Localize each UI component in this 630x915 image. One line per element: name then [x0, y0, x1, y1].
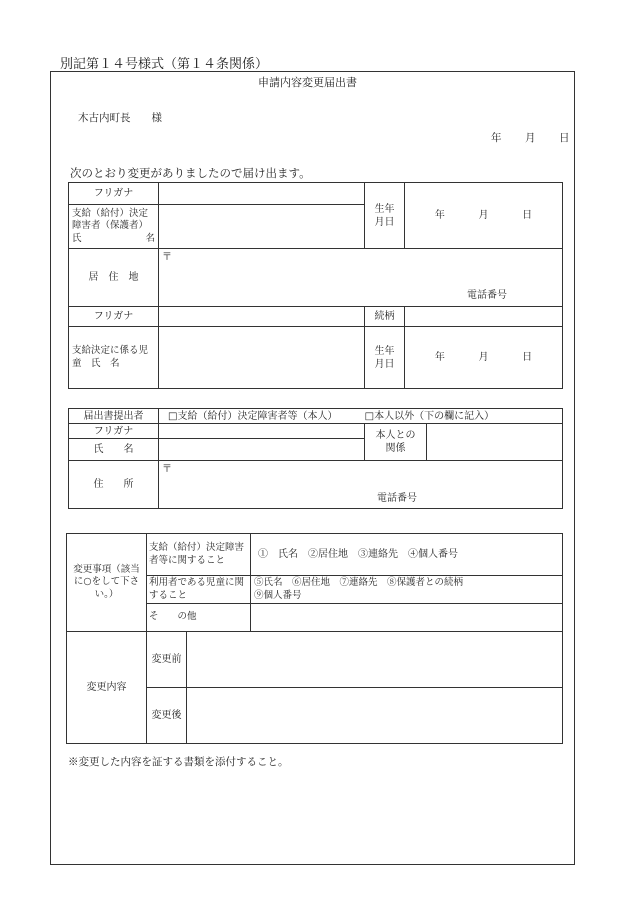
- change-content-label: 変更内容: [67, 632, 147, 744]
- uji-label: 氏: [72, 232, 82, 244]
- before-field[interactable]: [187, 632, 563, 688]
- address-field[interactable]: [159, 249, 563, 307]
- recipient-name-label: 支給（給付）決定障害者（保護者） 氏 名: [69, 205, 159, 249]
- child-birth-year: 年: [434, 352, 445, 363]
- submitter-label: 届出書提出者: [69, 409, 159, 424]
- before-label: 変更前: [147, 632, 187, 688]
- child-furigana-field[interactable]: [159, 307, 365, 327]
- option-self[interactable]: □支給（給付）決定障害者等（本人）: [168, 410, 338, 422]
- child-birth-label: 生年月日: [365, 327, 405, 389]
- footer-note: ※変更した内容を証する書類を添付すること。: [68, 756, 289, 768]
- relation-to-person-label: 本人との関係: [365, 424, 427, 461]
- submitter-furigana-label: フリガナ: [69, 424, 159, 439]
- address-label: 居 住 地: [69, 249, 159, 307]
- child-birth-date-field[interactable]: [405, 327, 563, 389]
- furigana-field[interactable]: [159, 183, 365, 205]
- child-birth-month: 月: [478, 352, 489, 363]
- child-furigana-label: フリガナ: [69, 307, 159, 327]
- change-row2-label: 利用者である児童に関すること: [147, 576, 251, 604]
- submitter-furigana-field[interactable]: [159, 424, 365, 439]
- submitter-options: [159, 409, 563, 424]
- applicant-table: [68, 182, 563, 389]
- submitter-name-label: 氏 名: [69, 439, 159, 461]
- birth-year: 年: [434, 210, 445, 221]
- birth-date-field[interactable]: [405, 183, 563, 249]
- date-month: 月: [525, 132, 536, 144]
- submitter-name-field[interactable]: [159, 439, 365, 461]
- form-label: 別記第１４号様式（第１４条関係）: [60, 57, 269, 72]
- date-year: 年: [491, 132, 502, 144]
- submitter-table: [68, 408, 563, 509]
- date-day: 日: [559, 132, 570, 144]
- change-row1-label: 支給（給付）決定障害者等に関すること: [147, 534, 251, 576]
- submitter-phone-label: 電話番号: [377, 493, 417, 504]
- recipient-name-field[interactable]: [159, 205, 365, 249]
- mei-label: 名: [145, 232, 155, 244]
- child-name-label: 支給決定に係る児 童 氏 名: [69, 327, 159, 389]
- birth-label: 生年月日: [365, 183, 405, 249]
- form-title: 申請内容変更届出書: [258, 76, 357, 89]
- changes-table: [66, 533, 563, 744]
- phone-label: 電話番号: [467, 290, 507, 301]
- postal-mark: 〒: [162, 252, 172, 263]
- child-name-field[interactable]: [159, 327, 365, 389]
- change-items-label: 変更事項（該当に○をして下さい。）: [67, 534, 147, 632]
- submitter-postal-mark: 〒: [162, 464, 172, 475]
- relation-field[interactable]: [405, 307, 563, 327]
- addressee: 木古内町長 様: [78, 112, 162, 124]
- relation-to-person-field[interactable]: [427, 424, 563, 461]
- change-row3-field[interactable]: [251, 604, 563, 632]
- submitter-address-label: 住 所: [69, 461, 159, 509]
- intro-text: 次のとおり変更がありましたので届け出ます。: [70, 166, 311, 180]
- birth-month: 月: [478, 210, 489, 221]
- furigana-label: フリガナ: [69, 183, 159, 205]
- change-row3-label: そ の他: [147, 604, 251, 632]
- change-row1-items[interactable]: ① 氏名 ②居住地 ③連絡先 ④個人番号: [251, 534, 563, 576]
- birth-day: 日: [522, 210, 533, 221]
- relation-label: 続柄: [365, 307, 405, 327]
- change-row2-items[interactable]: ⑤氏名 ⑥居住地 ⑦連絡先 ⑧保護者との続柄 ⑨個人番号: [251, 576, 563, 604]
- after-label: 変更後: [147, 688, 187, 744]
- child-birth-day: 日: [522, 352, 533, 363]
- after-field[interactable]: [187, 688, 563, 744]
- option-other[interactable]: □本人以外（下の欄に記入）: [364, 410, 495, 422]
- submitter-address-field[interactable]: [159, 461, 563, 509]
